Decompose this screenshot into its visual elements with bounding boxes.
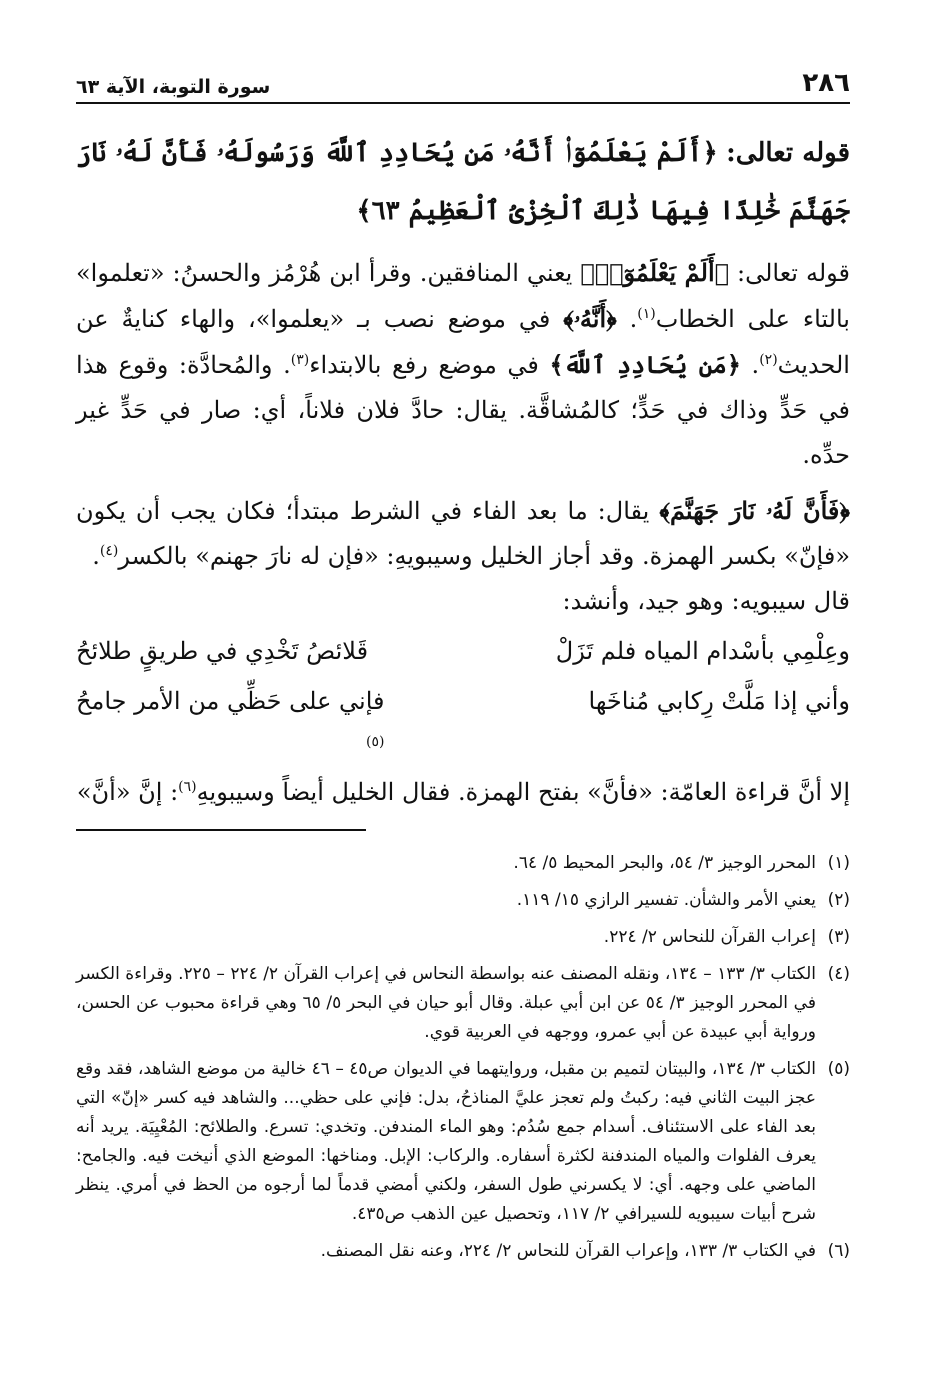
commentary-text: : إنَّ «أنَّ»	[76, 778, 179, 806]
footnote-number: (٢)	[827, 890, 850, 910]
footnote-ref: (٤)	[99, 543, 119, 559]
footnote	[76, 960, 850, 1047]
footnote-number: (٥)	[827, 1059, 850, 1079]
commentary-paragraph	[76, 250, 850, 478]
commentary-text: . والمُحادَّة: وقوع هذا في حَدٍّ وذاك في حَدٍّ؛ كالمُشاقَّة. يقال: حادَّ فلان فلاناً، أي: صار في حَدٍّ غير حدِّه.	[76, 351, 850, 469]
verse-hemistich-first: وأني إذا مَلَّتْ رِكابي مُناخَها	[588, 687, 850, 715]
footnote-text: يعني الأمر والشأن. تفسير الرازي ١٥/ ١١٩.	[516, 890, 816, 910]
verse-hemistich-second	[76, 678, 384, 770]
verse-text: فإني على حَظِّي من الأمر جامحُ	[76, 687, 385, 715]
verse-intro: قوله تعالى:	[726, 138, 851, 168]
poetry-line	[76, 678, 850, 770]
commentary-paragraph	[76, 579, 850, 624]
commentary-text: .	[629, 305, 638, 333]
footnote-ref: (٦)	[178, 779, 197, 795]
footnote-text: الكتاب ٣/ ١٣٣ – ١٣٤، ونقله المصنف عنه بواسطة النحاس في إعراب القرآن ٢/ ٢٢٤ – ٢٢٥. وقراءة الكسر في المحرر الوجيز ٣/ ٥٤ عن ابن أبي عبلة. وقال أبو حيان في البحر ٥/ ٦٥ وهي قراءة محبوب عن الحسن، ورواية أبي عبيدة عن أبي عمرو، ووجهه في العربية قوي.	[76, 964, 816, 1042]
commentary-text: قال سيبويه: وهو جيد، وأنشد:	[562, 587, 850, 615]
commentary-text: .	[751, 351, 760, 379]
quran-quote: ﴿أَلَمْ يَعْلَمُوٓا۟﴾	[580, 258, 730, 287]
footnote	[76, 923, 850, 952]
footnotes	[76, 849, 850, 1266]
footnote-ref: (٢)	[759, 352, 778, 368]
footnote-ref: (٣)	[290, 352, 310, 368]
poetry-line	[76, 628, 850, 674]
quran-quote: ﴿مَن يُحَادِدِ ٱللَّهَ﴾	[549, 350, 741, 379]
quran-quote: ﴿أَنَّهُۥ﴾	[563, 304, 617, 333]
running-head	[76, 60, 850, 104]
commentary-text: قوله تعالى:	[737, 259, 850, 287]
commentary-paragraph	[76, 488, 850, 579]
page-number: ٢٨٦	[802, 68, 850, 98]
footnote-text: في الكتاب ٣/ ١٣٣، وإعراب القرآن للنحاس ٢/ ٢٢٤، وعنه نقل المصنف.	[320, 1241, 816, 1261]
verse-hemistich-first: وعِلْمِي بأسْدام المياه فلم تَزَلْ	[555, 637, 850, 665]
commentary-text: يقال: ما بعد الفاء في الشرط مبتدأ؛ فكان يجب أن يكون «فإنّ» بكسر الهمزة. وقد أجاز الخليل وسيبويهِ: «فإن له نارَ جهنم» بالكسر	[76, 497, 850, 570]
footnote	[76, 1237, 850, 1266]
quran-verse-block	[76, 124, 850, 240]
commentary-paragraph	[76, 770, 850, 815]
surah-title: سورة التوبة، الآية ٦٣	[76, 76, 271, 98]
commentary-text: في موضع رفع بالابتداء	[309, 351, 539, 379]
footnote	[76, 849, 850, 878]
footnote-ref: (١)	[637, 306, 656, 322]
book-page	[76, 60, 850, 1360]
footnote-number: (٦)	[827, 1241, 850, 1261]
footnote-divider	[76, 829, 366, 831]
footnote	[76, 886, 850, 915]
footnote-text: المحرر الوجيز ٣/ ٥٤، والبحر المحيط ٥/ ٦٤.	[513, 853, 816, 873]
footnote-text: إعراب القرآن للنحاس ٢/ ٢٢٤.	[603, 927, 816, 947]
footnote-number: (٣)	[827, 927, 850, 947]
quran-verse-text: ﴿أَلَمْ يَعْلَمُوٓا۟ أَنَّهُۥ مَن يُحَادِدِ ٱللَّهَ وَرَسُولَهُۥ فَأَنَّ لَهُۥ نَارَ جَهَنَّمَ خَٰلِدًا فِيهَا ذَٰلِكَ ٱلْخِزْىُ ٱلْعَظِيمُ ٦٣﴾	[76, 138, 850, 226]
commentary-text: يعني المنافقين. وقرأ ابن هُرْمُز والحسنُ: «تعلموا» بالتاء على الخطاب	[76, 259, 850, 333]
commentary-text: في موضع نصب بـ «يعلموا»، والهاء كنايةٌ عن الحديث	[76, 305, 850, 379]
commentary-text: .	[92, 542, 100, 570]
verse-hemistich-second: قَلائصُ تَخْدِي في طريقٍ طلائحُ	[76, 637, 369, 665]
footnote-text: الكتاب ٣/ ١٣٤، والبيتان لتميم بن مقبل، وروايتهما في الديوان ص٤٥ – ٤٦ خالية من موضع الشاهد، فقد وقع عجز البيت الثاني فيه: ركبتُ ولم تعجز عليَّ المناذحُ، بدل: فإني على حظي... والشاهد فيه كسر «إنّ» التي بعد الفاء على الاستئناف. أسدام جمع سُدُم: وهو الماء المندفن. وتخدي: تسرع. والطلائح: المُعْيِيَة. يريد أنه يعرف الفلوات والمياه المندفنة لكثرة أسفاره. والركاب: الإبل. ومناخها: الموضع الذي أنيخت فيه. والجامح: الماضي على وجهه. أي: لا يكسرني طول السفر، ولكني أمضي قدماً لما أرجوه من الحظ في أمري. ينظر شرح أبيات سيبويه للسيرافي ٢/ ١١٧، وتحصيل عين الذهب ص٤٣٥.	[76, 1059, 817, 1224]
quran-quote: ﴿فَأَنَّ لَهُۥ نَارَ جَهَنَّمَ﴾	[659, 496, 850, 525]
footnote-number: (٤)	[827, 964, 850, 984]
footnote	[76, 1055, 850, 1229]
commentary-text: إلا أنَّ قراءة العامّة: «فأنَّ» بفتح الهمزة. فقال الخليل أيضاً وسيبويهِ	[196, 778, 850, 806]
footnote-number: (١)	[827, 853, 850, 873]
footnote-ref: (٥)	[366, 734, 385, 750]
